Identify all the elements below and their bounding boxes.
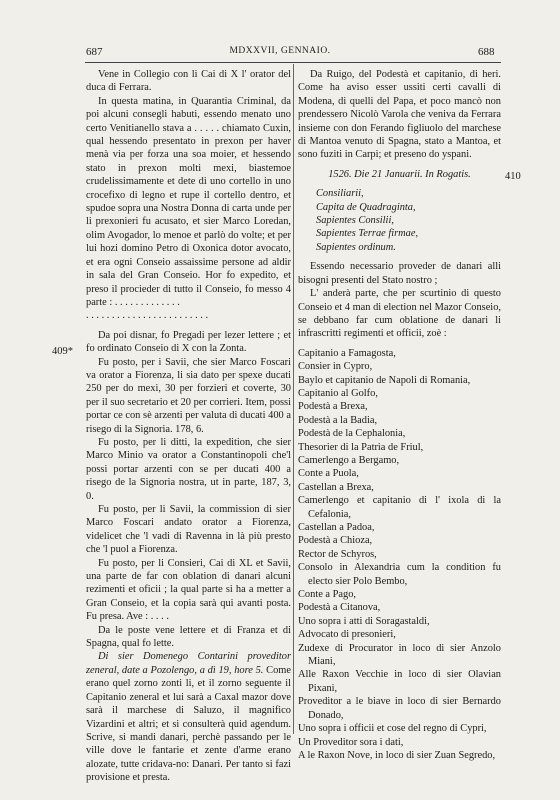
- list-item: Conte a Pago,: [298, 589, 357, 601]
- list-item: Rector de Schyros,: [298, 548, 377, 560]
- paragraph: Da Ruigo, del Podestà et capitanio, di heri. Come ha aviso esser ussiti certi cavalli di Modena, di quelli del Papa, et poco mancò non prendessero Nicolò Varola che veniva da Ferrara insieme con don Ferando figliuolo del marchese di Mantoa venuto di Spagna, stato a Mantoa, et sono fuziti in Carpi; et preseno do yspani.: [298, 69, 501, 161]
- list-item: Alle Raxon Vecchie in loco di sier Olavian Pixani,: [298, 669, 501, 694]
- margin-marker-right: 410: [505, 171, 521, 182]
- header-rule: [85, 62, 501, 63]
- list-item: Capitanio al Golfo,: [298, 387, 378, 399]
- paragraph: Fu posto, per li ditti, la expedition, che sier Marco Minio va orator a Constantinopoli che'l possi portar arzenti con se per ducati 400 a risego de la Signoria nostra, ut in parte, 187, 3, 0.: [86, 436, 291, 502]
- consilia-list: [298, 187, 501, 254]
- list-item: Sapientes Consilii,: [316, 215, 394, 227]
- dispatch-heading: Di sier Domenego Contarini proveditor zeneral, date a Pozolengo, a dì 19, hore 5.: [86, 651, 291, 676]
- ellipsis-line: . . . . . . . . . . . . . . . . . . . . . . . .: [86, 310, 209, 322]
- right-page-number: 688: [478, 46, 495, 58]
- list-item: Conte a Puola,: [298, 468, 359, 480]
- list-item: Podestà a Citanova,: [298, 602, 381, 614]
- section-heading: 1526. Die 21 Januarii. In Rogatis.: [328, 168, 471, 180]
- list-item: Podestà a Brexa,: [298, 401, 368, 413]
- column-divider: [293, 64, 294, 734]
- list-item: Sapientes ordinum.: [316, 241, 396, 253]
- list-item: Sapientes Terrae firmae,: [316, 228, 419, 240]
- running-title: MDXXVII, GENNAIO.: [229, 46, 331, 56]
- list-item: A le Raxon Nove, in loco di sier Zuan Segredo,: [298, 749, 496, 761]
- list-item: Capita de Quadraginta,: [316, 201, 416, 213]
- list-item: Uno sopra i atti di Soragastaldi,: [298, 615, 430, 627]
- list-item: Un Proveditor sora i dati,: [298, 736, 404, 748]
- paragraph: In questa matina, in Quarantia Criminal, da poi alcuni consegli habuti, essendo menato uno certo Venitianello stava a . . . . . chiamato Cuxin, qual hessendo presentato in prexon per haver menà via per forza una soa moier, et hessendo stato in prexon molti mexi, biastemoe crudelissimamente et dete di uno cortello in uno crocefixo di legno et rupe il cortello dentro, et spudoe sopra una Nostra Donna di carta unde per li prexonieri fu acusato, et sier Marco Loredan, olim Avogador, lo menoe et parlò do volte; et per lui hozi domino Petro di Oxonica dotor avocato, et era ogni Conseio assaissime persone ad aldir in sala del Gran Conseio. Hor fo expedito, et preso il procieder di tutto il Conseio, fo messo 4 parte : . . . . . . . . . . . . .: [86, 95, 291, 308]
- paragraph: Fu posto, per li Consieri, Cai di XL et Savii, una parte de far con oblation di danari alcuni rezimenti et oficii ; la qual parte si ha a metter a Gran Conseio, et la copia sarà qui avanti posta. Fu presa. Ave : . . . .: [86, 557, 291, 623]
- list-item: Consolo in Alexandria cum la condition fu electo sier Polo Bembo,: [298, 562, 501, 587]
- paragraph: Essendo necessario proveder de danari alli bisogni presenti del Stato nostro ;: [298, 261, 501, 286]
- offices-list: [298, 347, 501, 763]
- list-item: Uno sopra i officii et cose del regno di Cypri,: [298, 723, 487, 735]
- list-item: Podestà a la Badia,: [298, 414, 378, 426]
- dispatch-text: Come erano quel zorno zonti li, et il zorno seguente il Capitanio zeneral et lui sarà a Caxal mazor dove sarà il marchese di Saluzo, il magnifico Vizardini et altri; et si consulterà quid agendum. Scrive, si mandi danari, perchè passando per le ville dove le fantarie et zente d'arme erano alozate, tutte cridava-no: Danari. Per tanto si fazi provisione et presta.: [86, 664, 291, 784]
- paragraph: [86, 650, 291, 784]
- list-item: Camerlengo et capitanio di l' ixola di la Cefalonia,: [298, 495, 501, 520]
- list-item: Consier in Cypro,: [298, 361, 373, 373]
- list-item: Castellan a Padoa,: [298, 522, 375, 533]
- left-page-number: 687: [86, 46, 103, 58]
- list-item: Thesorier di la Patria de Friul,: [298, 441, 424, 453]
- margin-marker-left: 409*: [52, 346, 73, 357]
- list-item: Proveditor a le biave in loco di sier Bernardo Donado,: [298, 696, 501, 721]
- list-item: Capitanio a Famagosta,: [298, 347, 396, 359]
- list-item: Zudexe di Procurator in loco di sier Anzolo Miani,: [298, 642, 501, 668]
- list-item: Baylo et capitanio de Napoli di Romania,: [298, 374, 471, 386]
- list-item: Castellan a Brexa,: [298, 481, 374, 493]
- paragraph: Da poi disnar, fo Pregadi per lezer lettere ; et fo ordinato Conseio di X con la Zonta.: [86, 329, 291, 355]
- list-item: Consiliarii,: [316, 188, 364, 200]
- left-column: [86, 68, 291, 785]
- paragraph: Fu posto, per i Savii, che sier Marco Foscari va orator a Fiorenza, li sia dato per spexe ducati 250 per do mexi, 30 per forzieri et coverte, 30 per il suo secretario et 20 per corrieri. Item, possi portar ce con sè arzenti per valuta di ducati 400 a risego di la Signoria. 178, 6.: [86, 356, 291, 435]
- list-item: Camerlengo a Bergamo,: [298, 454, 400, 466]
- paragraph: Da le poste vene lettere et di Franza et di Spagna, qual fo lette.: [86, 624, 291, 650]
- paragraph: L' anderà parte, che per scurtinio di questo Conseio et 4 man di election nel Mazor Conseio, se debbano far cum oblatione de danari li infrascritti regimenti et officii, zoè :: [298, 288, 501, 340]
- list-item: Advocato di presonieri,: [298, 629, 396, 641]
- list-item: Podestà a Chioza,: [298, 535, 373, 547]
- right-column: [298, 68, 501, 762]
- paragraph: Vene in Collegio con li Cai di X l' orator del duca di Ferrara.: [86, 69, 291, 94]
- paragraph: Fu posto, per li Savii, la commission di sier Marco Foscari andato orator a Fiorenza, videlicet che 'l vadi di Ravenna in là più presto che 'l puol a Fiorenza.: [86, 504, 291, 556]
- list-item: Podestà de la Cephalonia,: [298, 428, 406, 440]
